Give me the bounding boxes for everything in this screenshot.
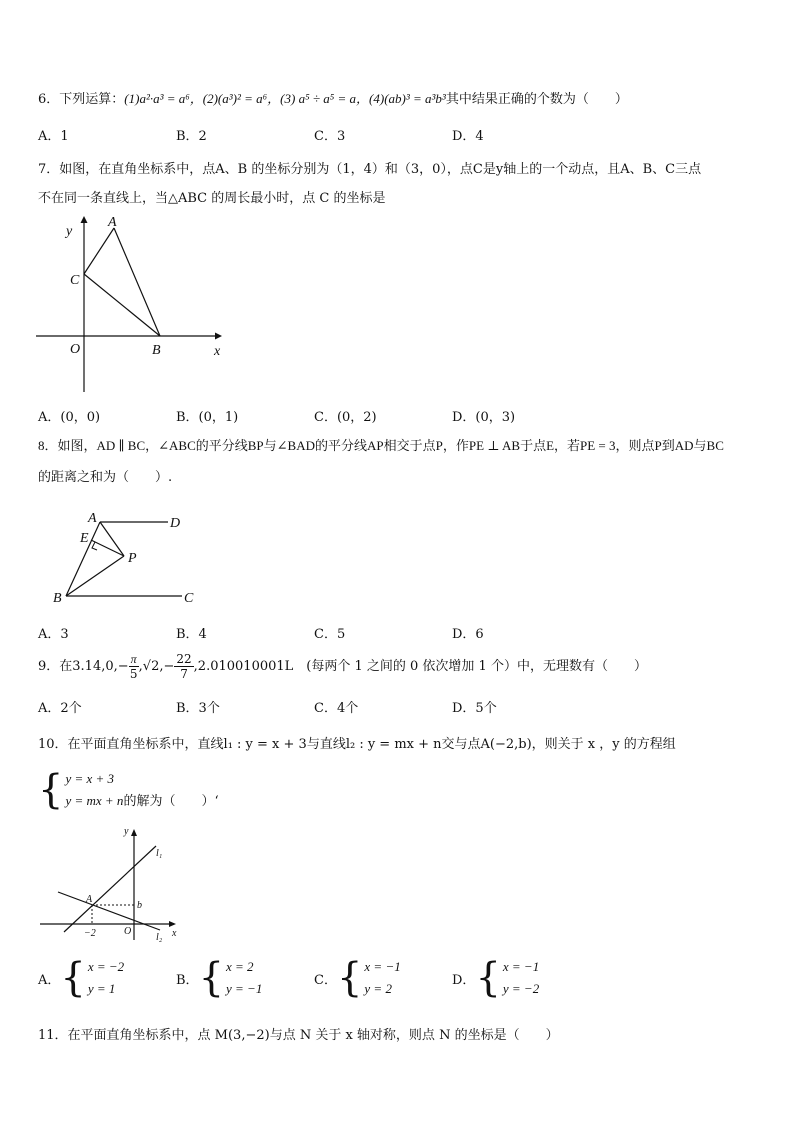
q11-stem: 11．在平面直角坐标系中，点 M(3,−2)与点 N 关于 x 轴对称，则点 N 的坐标是（ ）	[38, 1028, 559, 1043]
q7-option-c[interactable]: C．(0，2)	[314, 410, 377, 425]
q9-frac2-den: 7	[180, 667, 188, 681]
q6-prefix: 6．下列运算：	[38, 92, 125, 107]
q7-label-o: O	[70, 342, 81, 357]
q10-system-line	[38, 768, 219, 812]
q8-label-p: P	[128, 551, 137, 566]
q8-figure	[50, 510, 210, 606]
q10-brace: {	[38, 767, 64, 813]
q10-y-axis-arrow	[131, 829, 137, 836]
q10-label-y: y	[124, 826, 129, 837]
q10-label-minus2: −2	[84, 928, 96, 939]
q10-option-a-system	[88, 956, 124, 1000]
q8-label-d: D	[170, 516, 181, 531]
q9-stem	[38, 652, 647, 681]
q10-x-axis-arrow	[169, 921, 176, 927]
q8-label-b: B	[53, 591, 62, 606]
q7-label-a: A	[108, 215, 117, 230]
q10-option-c-brace: {	[336, 955, 363, 1001]
q9-fraction-22-7	[174, 652, 193, 681]
q7-figure	[36, 212, 236, 394]
q7-label-x: x	[214, 344, 221, 359]
q9-fraction-pi-5	[129, 652, 139, 681]
q10-option-b-brace: {	[198, 955, 225, 1001]
q10-eq1: y = x + 3	[65, 771, 115, 786]
q10-option-a-eq1: x = −2	[87, 959, 125, 974]
q6-stem	[38, 88, 628, 107]
q10-stem-line1: 10．在平面直角坐标系中，直线l₁ : y = x + 3与直线l₂ : y = mx + n交与点A(−2,b)，则关于 x ，y 的方程组	[38, 737, 676, 752]
q7-segment-ca	[84, 228, 114, 274]
q10-option-b-eq2: y = −1	[226, 981, 263, 996]
q10-option-b-letter: B．	[176, 972, 199, 988]
q10-stem-suffix: 的解为（ ）‘	[123, 794, 219, 809]
q6-option-d[interactable]: D．4	[452, 129, 484, 144]
q7-segment-ab	[114, 228, 160, 336]
q6-operations: (1)a²·a³ = a⁶，(2)(a³)² = a⁶，(3) a⁵ ÷ a⁵ = a，(4)(ab)³ = a³b³	[124, 91, 446, 106]
q10-option-d-system	[503, 956, 539, 1000]
q8-stem-line1: 8．如图，AD ∥ BC，∠ABC的平分线BP与∠BAD的平分线AP相交于点P，作PE ⊥ AB于点E，若PE = 3，则点P到AD与BC	[38, 438, 724, 453]
q7-segment-cb	[84, 274, 160, 336]
q10-option-a[interactable]	[38, 956, 124, 1000]
q8-label-a: A	[88, 511, 97, 526]
q7-label-b: B	[152, 343, 161, 358]
q10-option-a-eq2: y = 1	[87, 981, 116, 996]
q8-stem-line2: 的距离之和为（ ）.	[38, 470, 173, 485]
q8-option-d[interactable]: D．6	[452, 627, 484, 642]
q10-option-c-eq2: y = 2	[364, 981, 392, 996]
q9-mid: ,√2,−	[138, 659, 175, 674]
q10-option-c-eq1: x = −1	[364, 959, 401, 974]
q10-label-o: O	[124, 926, 132, 937]
q8-option-a[interactable]: A．3	[38, 627, 69, 642]
q10-option-c-letter: C．	[314, 972, 337, 988]
q10-option-b[interactable]	[176, 956, 262, 1000]
q9-option-d[interactable]: D．5个	[452, 701, 497, 716]
q10-option-d-letter: D．	[452, 972, 476, 988]
q8-label-c: C	[184, 591, 194, 606]
q10-option-d-eq1: x = −1	[502, 959, 540, 974]
q9-option-b[interactable]: B．3个	[176, 701, 220, 716]
q7-stem-line2: 不在同一条直线上，当△ABC 的周长最小时，点 C 的坐标是	[38, 191, 386, 206]
q7-option-b[interactable]: B．(0，1)	[176, 410, 239, 425]
q10-label-l1: l₁	[156, 848, 163, 859]
q10-option-d-eq2: y = −2	[502, 981, 540, 996]
q6-option-c[interactable]: C．3	[314, 129, 346, 144]
q7-label-c: C	[70, 273, 80, 288]
q6-suffix: 其中结果正确的个数为（ ）	[445, 92, 628, 107]
q10-option-c-system	[364, 956, 400, 1000]
q10-option-a-letter: A．	[38, 972, 61, 988]
q10-option-d-brace: {	[475, 955, 501, 1001]
q10-option-a-brace: {	[60, 955, 86, 1001]
q9-option-a[interactable]: A．2个	[38, 701, 82, 716]
q8-label-e: E	[80, 531, 89, 546]
q10-label-x: x	[172, 928, 177, 939]
q10-figure	[38, 826, 188, 946]
q8-option-c[interactable]: C．5	[314, 627, 346, 642]
q10-label-a: A	[86, 894, 93, 905]
q9-option-c[interactable]: C．4个	[314, 701, 359, 716]
q10-system-eqs	[65, 768, 123, 812]
q9-suffix: ,2.010010001L (每两个 1 之间的 0 依次增加 1 个）中，无理数有（ ）	[193, 659, 647, 674]
q9-frac1-den: 5	[129, 667, 138, 681]
q10-option-d[interactable]	[452, 956, 539, 1000]
q10-option-c[interactable]	[314, 956, 401, 1000]
q10-equation-system	[38, 768, 123, 812]
q9-frac1-num: π	[130, 652, 137, 666]
q10-line-l1	[64, 846, 156, 932]
q10-label-b: b	[137, 900, 142, 911]
q7-label-y: y	[66, 224, 73, 239]
q7-option-a[interactable]: A．(0，0)	[38, 410, 101, 425]
q7-stem-line1: 7．如图，在直角坐标系中，点A、B 的坐标分别为（1，4）和（3，0），点C是y轴上的一个动点，且A、B、C三点	[38, 162, 702, 177]
q10-option-b-system	[226, 956, 262, 1000]
q6-option-a[interactable]: A．1	[38, 129, 69, 144]
q7-x-axis-arrow	[215, 333, 222, 340]
q6-option-b[interactable]: B．2	[176, 129, 207, 144]
q7-y-axis-arrow	[81, 216, 88, 223]
q8-line-ap	[100, 522, 124, 556]
q9-prefix: 9．在3.14,0,−	[38, 659, 129, 674]
q10-option-b-eq1: x = 2	[226, 959, 254, 974]
q7-option-d[interactable]: D．(0，3)	[452, 410, 516, 425]
q10-label-l2: l₂	[156, 932, 163, 943]
q10-eq2: y = mx + n	[65, 793, 124, 808]
q9-frac2-num: 22	[176, 652, 192, 666]
q8-option-b[interactable]: B．4	[176, 627, 207, 642]
